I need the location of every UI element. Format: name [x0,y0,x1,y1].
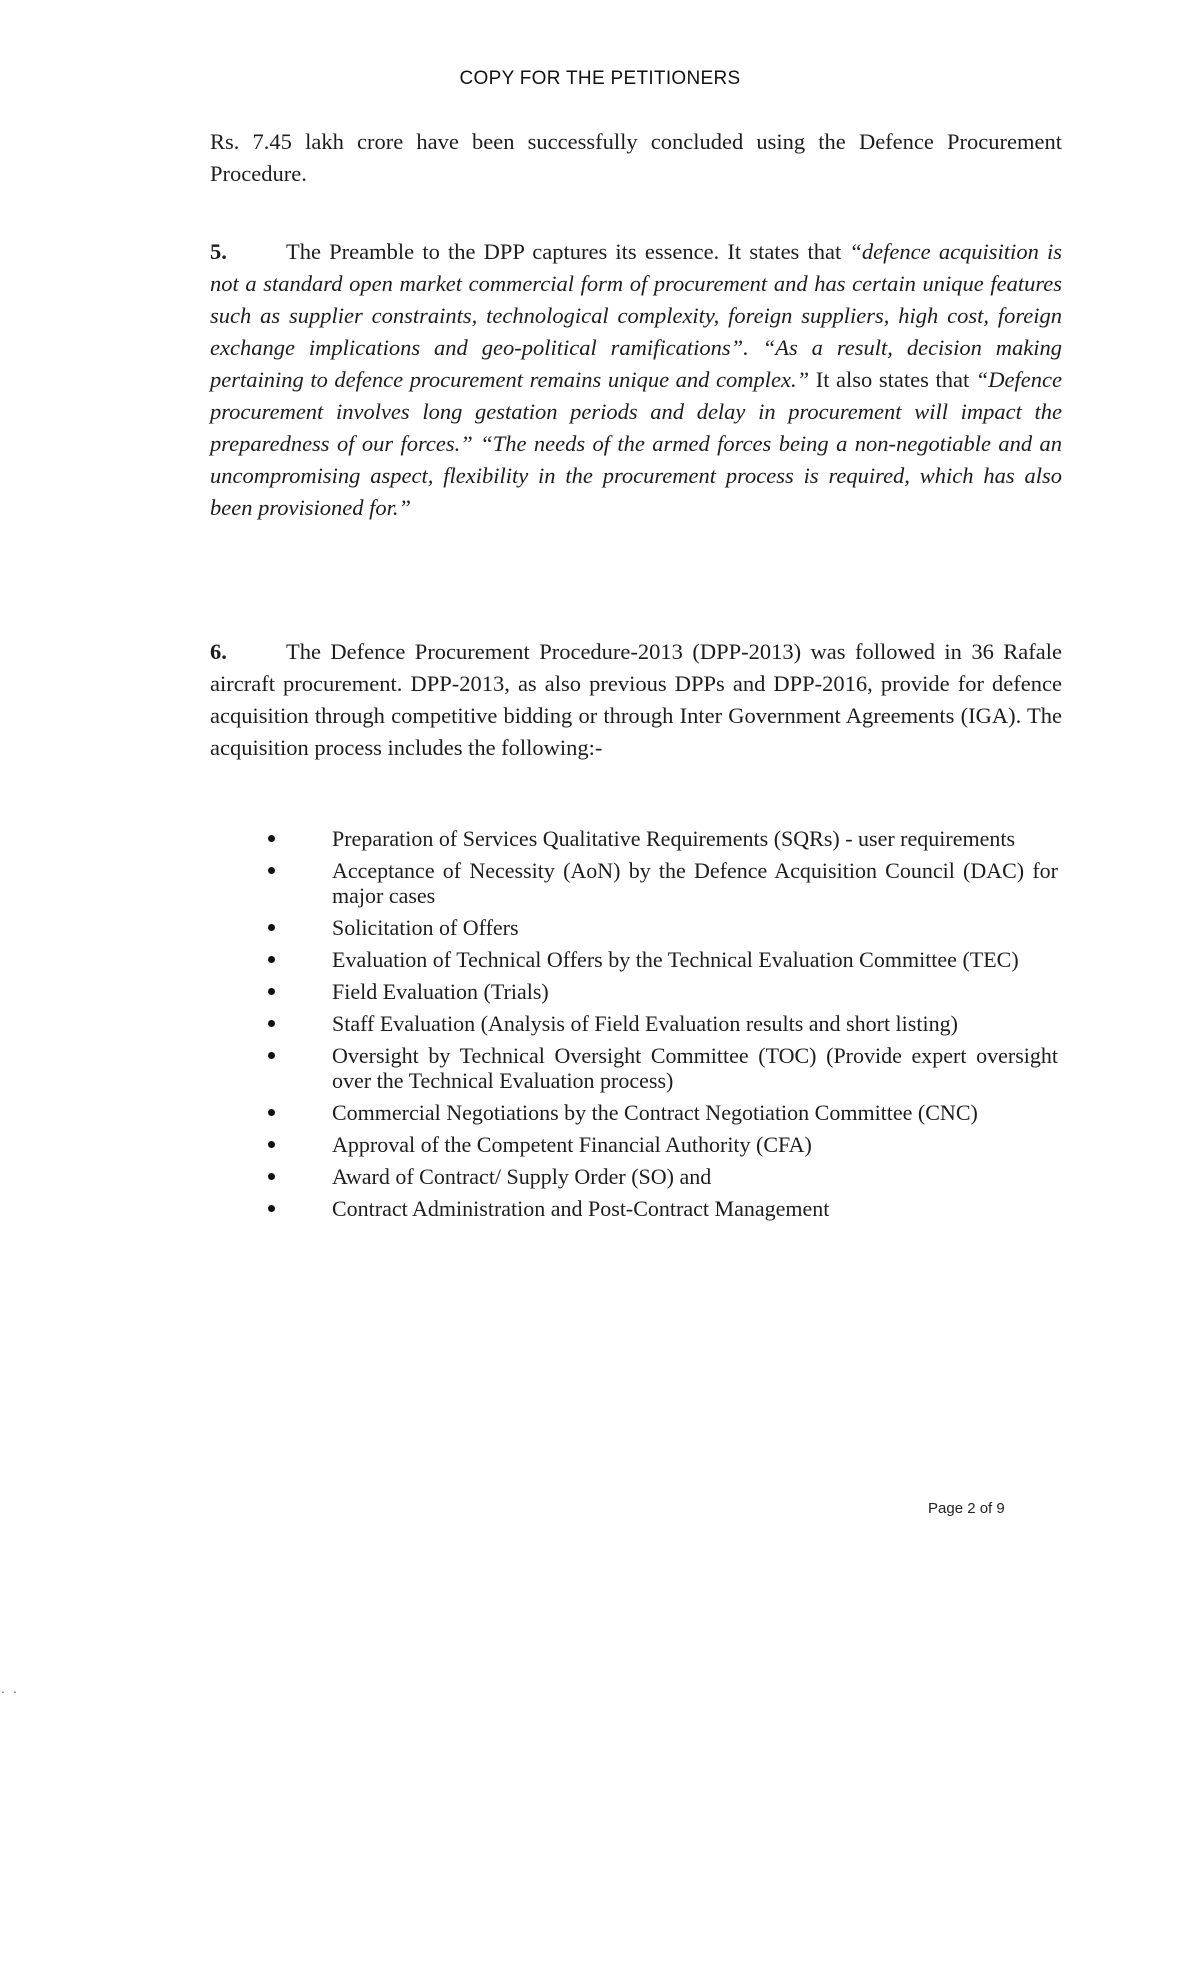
list-item: Oversight by Technical Oversight Committee (TOC) (Provide expert oversight over the Technical Evaluation process) [268,1043,1058,1093]
paragraph-5-mid: It also states that [815,367,970,392]
bullet-icon [268,924,275,931]
list-item: Acceptance of Necessity (AoN) by the Defence Acquisition Council (DAC) for major cases [268,858,1058,908]
list-item: Field Evaluation (Trials) [268,979,1058,1004]
list-item: Evaluation of Technical Offers by the Technical Evaluation Committee (TEC) [268,947,1058,972]
acquisition-process-list [268,826,1058,1228]
list-item: Solicitation of Offers [268,915,1058,940]
bullet-icon [268,1205,275,1212]
bullet-icon [268,1052,275,1059]
bullet-icon [268,1109,275,1116]
bullet-icon [268,1020,275,1027]
bullet-icon [268,956,275,963]
page-header: COPY FOR THE PETITIONERS [459,68,741,89]
page-number: Page 2 of 9 [928,1500,1005,1517]
paragraph-6-text: The Defence Procurement Procedure-2013 (DPP-2013) was followed in 36 Rafale aircraft procurement. DPP-2013, as also previous DPPs and DPP-2016, provide for defence acquisition through competitive bidding or through Inter Government Agreements (IGA). The acquisition process includes the following:- [210,639,1062,760]
list-item: Staff Evaluation (Analysis of Field Evaluation results and short listing) [268,1011,1058,1036]
paragraph-5-quote-1: “defence acquisition is not a standard open market commercial form of procurement and has certain unique features such as supplier constraints, technological complexity, foreign suppliers, high cost, foreign exchange implications and geo-political ramifications”. “As a result, decision making pertaining to defence procurement remains unique and complex.” [210,239,1063,392]
list-item: Commercial Negotiations by the Contract Negotiation Committee (CNC) [268,1100,1058,1125]
continuation-text: Rs. 7.45 lakh crore have been successfully concluded using the Defence Procurement Procedure. [210,129,1062,186]
bullet-icon [268,1173,275,1180]
paragraph-5 [210,236,1062,524]
bullet-icon [268,1141,275,1148]
paragraph-6 [210,636,1062,764]
list-item: Approval of the Competent Financial Authority (CFA) [268,1132,1058,1157]
paragraph-number: 6. [210,639,227,664]
paragraph-5-quote-2: “Defence procurement involves long gestation periods and delay in procurement will impact the preparedness of our forces.” “The needs of the armed forces being a non-negotiable and an uncompromising aspect, flexibility in the procurement process is required, which has also been provisioned for.” [210,367,1063,520]
list-item: Award of Contract/ Supply Order (SO) and [268,1164,1058,1189]
scan-specks: . . [0,1685,19,1696]
bullet-icon [268,835,275,842]
list-item: Contract Administration and Post-Contract Management [268,1196,1058,1221]
paragraph-5-intro: The Preamble to the DPP captures its essence. It states that [286,239,842,264]
list-item: Preparation of Services Qualitative Requirements (SQRs) - user requirements [268,826,1058,851]
paragraph-number: 5. [210,239,227,264]
bullet-icon [268,988,275,995]
bullet-icon [268,867,275,874]
